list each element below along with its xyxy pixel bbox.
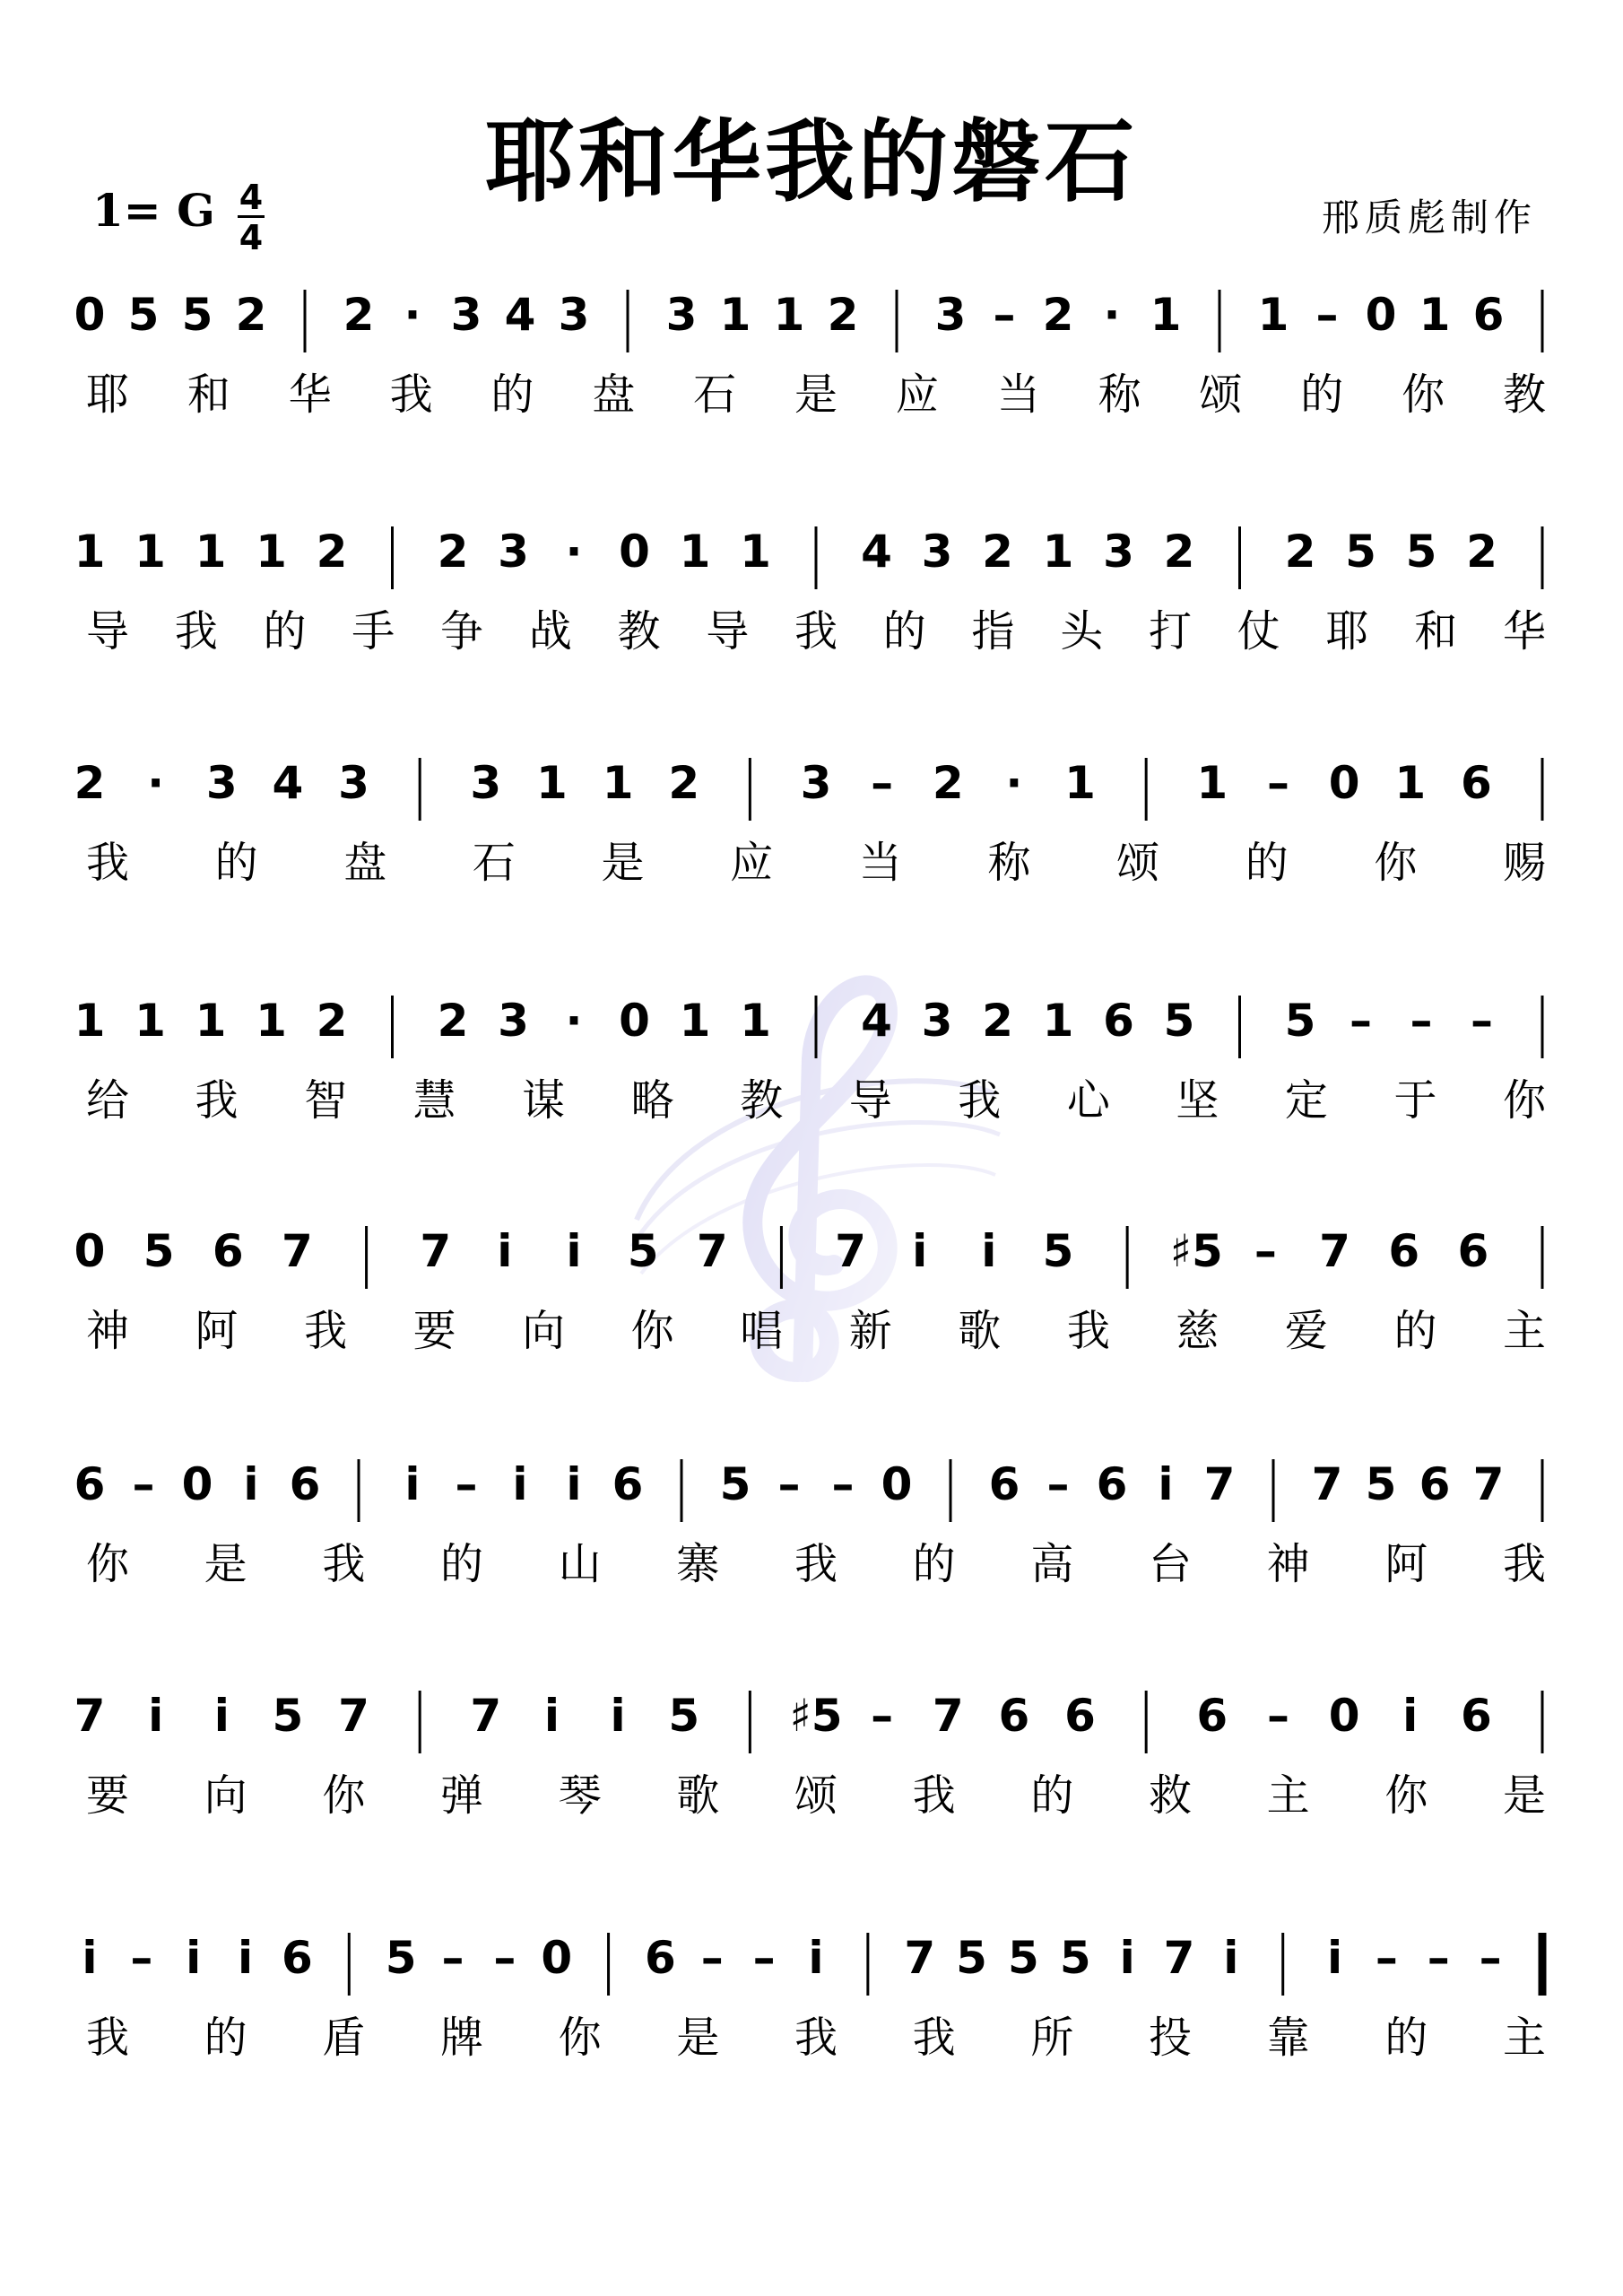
lyric-char: 导 [706, 606, 750, 657]
lyric-char: 当 [858, 838, 902, 888]
note: 7 [696, 1225, 728, 1277]
note: i [610, 1690, 626, 1742]
lyric-char: 华 [1502, 606, 1547, 657]
dot: · [565, 526, 583, 578]
note: i [497, 1225, 513, 1277]
note: 1 [1042, 995, 1074, 1047]
lyric-char: 我 [174, 606, 218, 657]
lyric-char: 高 [1030, 1539, 1074, 1589]
score-line [74, 289, 1546, 420]
note: 2 [316, 995, 348, 1047]
note: 2 [74, 757, 106, 809]
note: 5 [668, 1690, 700, 1742]
lyric-char: 寨 [676, 1539, 720, 1589]
lyric-char: 的 [490, 370, 534, 420]
note: i [148, 1690, 164, 1742]
note: 1 [740, 995, 771, 1047]
note: 6 [289, 1458, 321, 1510]
note: i [243, 1458, 259, 1510]
lyric-char: 手 [352, 606, 395, 657]
note: 1 [135, 995, 166, 1047]
note: 3 [498, 526, 529, 578]
lyric-char: 我 [195, 1075, 239, 1126]
note: 6 [1472, 289, 1505, 341]
note: 6 [1457, 1225, 1489, 1277]
note: 1 [740, 526, 771, 578]
lyric-char: 你 [1402, 370, 1445, 420]
note: 5 [1405, 526, 1437, 578]
note: 0 [881, 1458, 913, 1510]
note: i [1223, 1932, 1239, 1984]
dot: · [565, 995, 583, 1047]
lyric-char: 是 [204, 1539, 247, 1589]
lyric-char: 导 [848, 1075, 892, 1126]
note: 4 [504, 289, 536, 341]
lyric-char: 颂 [794, 1770, 838, 1821]
lyric-char: 石 [472, 838, 516, 888]
lyric-char: 坚 [1176, 1075, 1219, 1126]
dash: – [1471, 995, 1493, 1047]
lyric-char: 智 [304, 1075, 348, 1126]
lyric-char: 靠 [1266, 2013, 1310, 2063]
lyric-char: 向 [204, 1770, 247, 1821]
note: 5 [181, 289, 213, 341]
lyric-char: 琴 [558, 1770, 602, 1821]
lyric-char: 的 [214, 838, 258, 888]
note: 1 [256, 995, 287, 1047]
note: 1 [602, 757, 634, 809]
lyric-char: 的 [1384, 2013, 1428, 2063]
dash: – [1350, 995, 1372, 1047]
dot: · [1103, 289, 1121, 341]
note: 3 [338, 757, 369, 809]
lyric-char: 你 [558, 2013, 602, 2063]
note: 3 [1103, 526, 1134, 578]
note: 1 [1419, 289, 1451, 341]
lyric-char: 的 [1393, 1306, 1437, 1356]
note: 7 [904, 1932, 936, 1984]
lyric-char: 称 [1098, 370, 1141, 420]
note: 7 [1472, 1458, 1505, 1510]
note: 3 [934, 289, 967, 341]
lyric-char: 我 [912, 1770, 956, 1821]
note: 2 [982, 526, 1013, 578]
note: 1 [679, 995, 711, 1047]
note: 1 [74, 526, 106, 578]
lyric-char: 耶 [1325, 606, 1369, 657]
dash: – [871, 757, 894, 809]
dash: – [1266, 1690, 1289, 1742]
dash: – [1254, 1225, 1277, 1277]
dash: – [871, 1690, 894, 1742]
note: 0 [74, 1225, 106, 1277]
lyric-char: 赐 [1502, 838, 1547, 888]
note: 5 [1163, 995, 1195, 1047]
dash: – [1479, 1932, 1502, 1984]
note: 5 [1042, 1225, 1074, 1277]
dash: – [700, 1932, 724, 1984]
note: 1 [1196, 757, 1228, 809]
note: 6 [1196, 1690, 1228, 1742]
lyric-char: 战 [528, 606, 572, 657]
lyric-char: 要 [412, 1306, 456, 1356]
note: 0 [74, 289, 106, 341]
note: 0 [619, 526, 650, 578]
lyric-char: 应 [730, 838, 774, 888]
note: 6 [74, 1458, 106, 1510]
lyric-char: 是 [601, 838, 645, 888]
time-signature-top: 4 [239, 178, 264, 217]
lyric-char: 慈 [1176, 1306, 1219, 1356]
lyric-char: 当 [996, 370, 1040, 420]
note: 7 [1311, 1458, 1343, 1510]
note: i [543, 1690, 560, 1742]
lyric-char: 我 [958, 1075, 1002, 1126]
note: 3 [470, 757, 502, 809]
lyric-char: 投 [1148, 2013, 1193, 2063]
dash: – [455, 1458, 478, 1510]
note: 5 [719, 1458, 751, 1510]
note: 0 [1365, 289, 1397, 341]
note: 3 [800, 757, 832, 809]
lyric-char: 我 [794, 2013, 838, 2063]
note: 6 [282, 1932, 313, 1984]
note: 3 [450, 289, 482, 341]
lyric-char: 头 [1060, 606, 1104, 657]
note: 1 [256, 526, 287, 578]
note: 5 [127, 289, 160, 341]
note: ♯5 [1169, 1225, 1223, 1277]
note: 2 [827, 289, 859, 341]
lyric-char: 我 [1066, 1306, 1110, 1356]
lyric-char: 主 [1502, 2013, 1547, 2063]
note: 1 [1150, 289, 1182, 341]
lyric-char: 给 [85, 1075, 130, 1126]
lyric-char: 慧 [412, 1075, 456, 1126]
note: i [1119, 1932, 1135, 1984]
song-title: 耶和华我的磐石 [485, 109, 1138, 214]
lyric-char: 耶 [85, 370, 130, 420]
note: 7 [282, 1225, 313, 1277]
lyric-char: 的 [1300, 370, 1344, 420]
note: i [186, 1932, 202, 1984]
lyric-char: 你 [1374, 838, 1418, 888]
note: 5 [956, 1932, 987, 1984]
lyric-char: 牌 [439, 2013, 484, 2063]
note: i [512, 1458, 528, 1510]
note: ♯5 [789, 1690, 843, 1742]
lyric-char: 石 [693, 370, 737, 420]
dash: – [752, 1932, 776, 1984]
dot: · [404, 289, 421, 341]
dash: – [777, 1458, 801, 1510]
note: 3 [921, 526, 953, 578]
lyric-char: 的 [882, 606, 926, 657]
note: 4 [861, 995, 892, 1047]
dash: – [1410, 995, 1433, 1047]
note: 2 [1042, 289, 1074, 341]
note: 1 [1064, 757, 1096, 809]
note: i [981, 1225, 997, 1277]
lyric-char: 的 [912, 1539, 956, 1589]
lyric-char: 盾 [322, 2013, 366, 2063]
note: 6 [1460, 757, 1492, 809]
note: 5 [627, 1225, 659, 1277]
note: 7 [1163, 1932, 1195, 1984]
note: 2 [343, 289, 375, 341]
lyric-char: 我 [912, 2013, 956, 2063]
lyric-char: 我 [389, 370, 433, 420]
note: 2 [316, 526, 348, 578]
dash: – [493, 1932, 516, 1984]
score-line [74, 1225, 1546, 1356]
note: 2 [1284, 526, 1316, 578]
lyric-char: 你 [1502, 1075, 1547, 1126]
dash: – [1427, 1932, 1450, 1984]
lyric-char: 歌 [958, 1306, 1002, 1356]
note: 7 [470, 1690, 502, 1742]
note: 3 [498, 995, 529, 1047]
lyric-char: 盘 [592, 370, 636, 420]
note: 7 [835, 1225, 866, 1277]
note: i [566, 1458, 582, 1510]
lyric-char: 打 [1148, 606, 1193, 657]
lyric-char: 我 [85, 2013, 130, 2063]
note: 3 [921, 995, 953, 1047]
lyric-char: 心 [1066, 1075, 1110, 1126]
lyric-char: 阿 [1384, 1539, 1428, 1589]
lyric-char: 华 [288, 370, 332, 420]
lyric-char: 你 [630, 1306, 674, 1356]
note: 6 [1419, 1458, 1451, 1510]
lyric-char: 我 [322, 1539, 366, 1589]
note: 5 [1059, 1932, 1091, 1984]
lyric-char: 略 [630, 1075, 674, 1126]
note: 6 [645, 1932, 676, 1984]
note: 1 [679, 526, 711, 578]
lyric-char: 导 [85, 606, 130, 657]
lyric-char: 是 [676, 2013, 720, 2063]
note: i [238, 1932, 254, 1984]
lyric-char: 称 [987, 838, 1031, 888]
lyric-char: 谋 [522, 1075, 566, 1126]
note: 1 [195, 995, 227, 1047]
dash: – [130, 1932, 153, 1984]
note: 6 [1460, 1690, 1492, 1742]
dash: – [1375, 1932, 1398, 1984]
lyric-char: 唱 [740, 1306, 784, 1356]
lyric-char: 所 [1030, 2013, 1074, 2063]
note: 0 [1328, 1690, 1360, 1742]
note: 2 [1163, 526, 1195, 578]
note: i [808, 1932, 824, 1984]
score-line [74, 1690, 1546, 1821]
dash: – [831, 1458, 855, 1510]
note: i [1402, 1690, 1419, 1742]
note: 6 [998, 1690, 1030, 1742]
note: 1 [135, 526, 166, 578]
lyric-char: 争 [439, 606, 484, 657]
note: 7 [1203, 1458, 1236, 1510]
lyric-char: 定 [1284, 1075, 1328, 1126]
note: 6 [1388, 1225, 1420, 1277]
dash: – [441, 1932, 464, 1984]
lyric-char: 弹 [439, 1770, 484, 1821]
note: 1 [773, 289, 805, 341]
dash: – [1046, 1458, 1070, 1510]
dash: – [1315, 289, 1339, 341]
note: 2 [1466, 526, 1497, 578]
lyric-char: 的 [1245, 838, 1289, 888]
lyric-char: 你 [322, 1770, 366, 1821]
note: 2 [932, 757, 964, 809]
score-line [82, 1932, 1546, 2063]
note: 7 [932, 1690, 964, 1742]
note: i [1327, 1932, 1343, 1984]
note: i [1158, 1458, 1174, 1510]
lyric-char: 指 [971, 606, 1015, 657]
note: 6 [612, 1458, 644, 1510]
note: 6 [1103, 995, 1134, 1047]
lyric-char: 我 [794, 606, 838, 657]
lyric-char: 歌 [676, 1770, 720, 1821]
note: 6 [1096, 1458, 1128, 1510]
note: 1 [1257, 289, 1289, 341]
note: 2 [668, 757, 700, 809]
note: 4 [861, 526, 892, 578]
lyric-char: 和 [187, 370, 230, 420]
lyric-char: 于 [1393, 1075, 1437, 1126]
time-signature-bottom: 4 [239, 218, 264, 257]
note: 1 [195, 526, 227, 578]
note: 6 [212, 1225, 244, 1277]
lyric-char: 是 [794, 370, 838, 420]
lyric-char: 山 [558, 1539, 602, 1589]
lyric-char: 教 [1502, 370, 1547, 420]
note: 5 [1008, 1932, 1039, 1984]
lyric-char: 应 [895, 370, 939, 420]
lyric-char: 主 [1502, 1306, 1547, 1356]
note: 2 [437, 526, 469, 578]
note: 1 [536, 757, 568, 809]
score-line [74, 526, 1546, 657]
note: 2 [437, 995, 469, 1047]
score-line [74, 757, 1546, 888]
note: 7 [74, 1690, 106, 1742]
note: 2 [982, 995, 1013, 1047]
lyric-char: 我 [794, 1539, 838, 1589]
lyric-char: 的 [1030, 1770, 1074, 1821]
lyric-char: 和 [1414, 606, 1458, 657]
note: 0 [1328, 757, 1360, 809]
lyric-char: 神 [85, 1306, 130, 1356]
dot: · [147, 757, 165, 809]
note: 5 [272, 1690, 304, 1742]
lyric-char: 我 [85, 838, 130, 888]
note: 0 [541, 1932, 573, 1984]
note: i [566, 1225, 582, 1277]
note: 3 [558, 289, 590, 341]
lyric-char: 教 [617, 606, 661, 657]
note: 1 [1042, 526, 1074, 578]
lyric-char: 仗 [1237, 606, 1280, 657]
lyric-char: 你 [85, 1539, 130, 1589]
lyric-char: 的 [263, 606, 307, 657]
note: 5 [143, 1225, 175, 1277]
note: 5 [385, 1932, 417, 1984]
note: 3 [665, 289, 698, 341]
note: 0 [181, 1458, 213, 1510]
note: i [82, 1932, 98, 1984]
lyric-char: 新 [848, 1306, 892, 1356]
lyric-char: 你 [1384, 1770, 1428, 1821]
dash: – [132, 1458, 155, 1510]
score-line [74, 995, 1547, 1126]
note: 1 [1394, 757, 1427, 809]
note: i [404, 1458, 421, 1510]
note: 1 [74, 995, 106, 1047]
note: 7 [420, 1225, 452, 1277]
author-credit: 邢质彪制作 [1321, 196, 1537, 239]
lyric-char: 救 [1148, 1770, 1193, 1821]
dash: – [993, 289, 1016, 341]
note: i [213, 1690, 230, 1742]
lyric-char: 主 [1266, 1770, 1310, 1821]
lyric-char: 爱 [1284, 1306, 1328, 1356]
lyric-char: 我 [304, 1306, 348, 1356]
lyric-char: 阿 [195, 1306, 239, 1356]
note: 0 [619, 995, 650, 1047]
lyric-char: 要 [85, 1770, 130, 1821]
note: 5 [1284, 995, 1316, 1047]
lyric-char: 的 [204, 2013, 247, 2063]
note: 7 [338, 1690, 369, 1742]
note: 7 [1319, 1225, 1350, 1277]
lyric-char: 向 [522, 1306, 566, 1356]
lyric-char: 颂 [1116, 838, 1160, 888]
note: 4 [272, 757, 304, 809]
score-line [74, 1458, 1546, 1589]
note: 3 [205, 757, 238, 809]
lyric-char: 颂 [1199, 370, 1243, 420]
lyric-char: 是 [1502, 1770, 1547, 1821]
lyric-char: 教 [740, 1075, 784, 1126]
note: 5 [1365, 1458, 1397, 1510]
note: 6 [988, 1458, 1020, 1510]
key-signature: 1= G [92, 184, 215, 237]
note: i [912, 1225, 928, 1277]
note: 2 [235, 289, 267, 341]
note: 6 [1064, 1690, 1096, 1742]
dash: – [1266, 757, 1289, 809]
note: 5 [1345, 526, 1376, 578]
lyric-char: 的 [439, 1539, 484, 1589]
lyric-char: 台 [1148, 1539, 1193, 1589]
lyric-char: 盘 [343, 838, 387, 888]
lyric-char: 我 [1502, 1539, 1547, 1589]
note: 1 [719, 289, 751, 341]
dot: · [1005, 757, 1023, 809]
lyric-char: 神 [1266, 1539, 1310, 1589]
